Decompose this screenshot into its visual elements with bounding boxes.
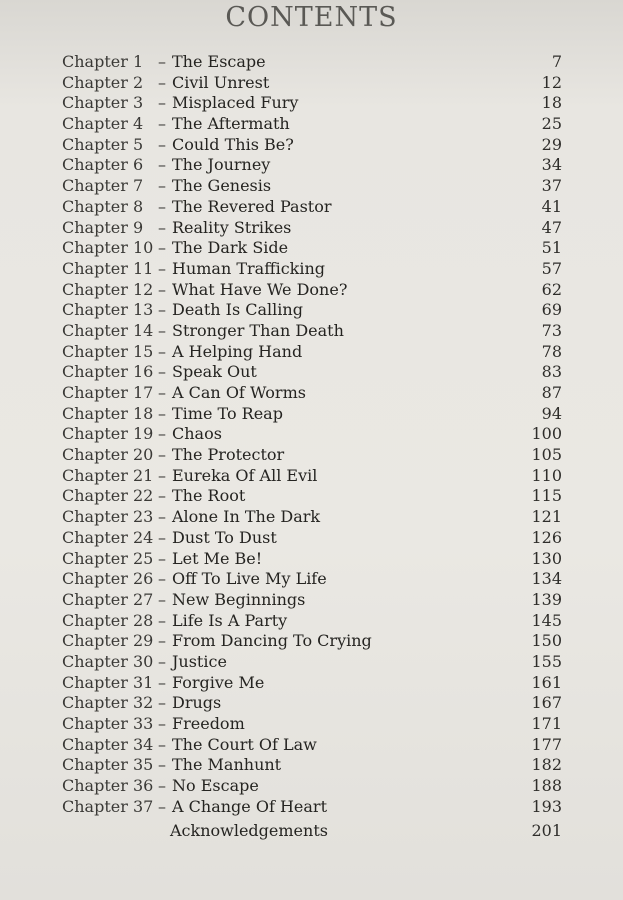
chapter-number: Chapter 16 <box>62 362 154 382</box>
chapter-title: Speak Out <box>172 362 257 382</box>
toc-entry <box>62 114 562 135</box>
toc-entry <box>62 549 562 570</box>
page-number: 105 <box>531 445 562 465</box>
chapter-number: Chapter 27 <box>62 589 154 609</box>
chapter-title: The Escape <box>172 52 266 71</box>
toc-entry <box>62 776 562 797</box>
page-number: 150 <box>531 631 562 651</box>
chapter-title: The Revered Pastor <box>172 196 332 216</box>
toc-entry <box>62 797 562 818</box>
toc-entry <box>62 218 562 239</box>
separator-dash: – <box>158 610 166 630</box>
chapter-title: New Beginnings <box>172 589 306 609</box>
chapter-title: Off To Live My Life <box>172 569 327 589</box>
chapter-number: Chapter 20 <box>62 445 154 465</box>
toc-entry <box>62 93 562 114</box>
page-number: 155 <box>531 651 562 671</box>
chapter-number: Chapter 4 <box>62 114 144 134</box>
chapter-number: Chapter 18 <box>62 403 154 423</box>
chapter-number: Chapter 14 <box>62 320 154 340</box>
chapter-number: Chapter 13 <box>62 300 154 320</box>
separator-dash: – <box>158 714 166 733</box>
chapter-title: The Dark Side <box>172 238 289 258</box>
chapter-number: Chapter 31 <box>62 672 154 692</box>
chapter-number: Chapter 5 <box>62 134 144 154</box>
page-number: 37 <box>541 176 562 196</box>
page-number: 73 <box>541 320 562 340</box>
chapter-number: Chapter 26 <box>62 569 154 589</box>
chapter-title: Alone In The Dark <box>172 507 321 527</box>
page-number: 69 <box>541 300 562 320</box>
page-number: 193 <box>531 796 562 816</box>
chapter-title: Let Me Be! <box>172 548 263 568</box>
separator-dash: – <box>158 424 166 444</box>
separator-dash: – <box>158 134 166 154</box>
chapter-number: Chapter 9 <box>62 217 144 237</box>
separator-dash: – <box>158 279 166 299</box>
toc-entry <box>62 342 562 363</box>
toc-entry <box>62 466 562 487</box>
chapter-title: The Genesis <box>172 176 272 196</box>
separator-dash: – <box>158 527 166 547</box>
toc-entry <box>62 259 562 280</box>
page-number: 18 <box>541 93 562 113</box>
chapter-number: Chapter 1 <box>62 52 144 71</box>
chapter-number: Chapter 34 <box>62 734 154 754</box>
toc-entry <box>62 755 562 776</box>
separator-dash: – <box>158 320 166 340</box>
toc-entry <box>62 73 562 94</box>
page-number: 121 <box>531 507 562 527</box>
toc-entry <box>62 383 562 404</box>
chapter-title: Reality Strikes <box>172 217 292 237</box>
separator-dash: – <box>158 258 166 278</box>
page-number: 62 <box>541 279 562 299</box>
toc-entry <box>62 486 562 507</box>
chapter-number: Chapter 7 <box>62 176 144 196</box>
chapter-title: The Protector <box>172 445 285 465</box>
toc-entry <box>62 507 562 528</box>
page-number: 34 <box>541 155 562 175</box>
toc-entry <box>62 300 562 321</box>
toc-entry <box>62 631 562 652</box>
chapter-number: Chapter 30 <box>62 651 154 671</box>
separator-dash: – <box>158 114 166 134</box>
separator-dash: – <box>158 300 166 320</box>
chapter-title: A Change Of Heart <box>172 796 327 816</box>
chapter-title: The Court Of Law <box>172 734 317 754</box>
toc-entry <box>62 176 562 197</box>
chapter-title: Could This Be? <box>172 134 294 154</box>
toc-entry <box>62 445 562 466</box>
page-number: 182 <box>531 755 562 775</box>
chapter-title: Stronger Than Death <box>172 320 344 340</box>
chapter-number: Chapter 25 <box>62 548 154 568</box>
toc-entry <box>62 321 562 342</box>
toc-entry <box>62 611 562 632</box>
chapter-number: Chapter 11 <box>62 258 154 278</box>
chapter-number: Chapter 37 <box>62 796 154 816</box>
acknowledgements-page: 201 <box>531 821 562 841</box>
separator-dash: – <box>158 383 166 402</box>
page-number: 12 <box>541 72 562 92</box>
chapter-number: Chapter 28 <box>62 610 154 630</box>
separator-dash: – <box>158 196 166 216</box>
chapter-number: Chapter 3 <box>62 93 144 113</box>
chapter-number: Chapter 12 <box>62 279 154 299</box>
page-number: 126 <box>531 527 562 547</box>
toc-entry <box>62 238 562 259</box>
page-number: 87 <box>541 383 562 402</box>
toc-entry <box>62 693 562 714</box>
page-number: 41 <box>541 196 562 216</box>
toc-entry <box>62 528 562 549</box>
separator-dash: – <box>158 776 166 796</box>
page-number: 134 <box>531 569 562 589</box>
page-number: 83 <box>541 362 562 382</box>
chapter-number: Chapter 29 <box>62 631 154 651</box>
page-number: 25 <box>541 114 562 134</box>
chapter-title: From Dancing To Crying <box>172 631 372 651</box>
page-number: 7 <box>551 52 562 71</box>
chapter-title: Eureka Of All Evil <box>172 465 318 485</box>
chapter-number: Chapter 6 <box>62 155 144 175</box>
chapter-number: Chapter 17 <box>62 383 154 402</box>
chapter-number: Chapter 15 <box>62 341 154 361</box>
page-number: 171 <box>531 714 562 733</box>
toc-entry <box>62 155 562 176</box>
separator-dash: – <box>158 238 166 258</box>
chapter-title: Civil Unrest <box>172 72 270 92</box>
chapter-title: A Can Of Worms <box>172 383 306 402</box>
separator-dash: – <box>158 507 166 527</box>
chapter-title: Freedom <box>172 714 245 733</box>
page-number: 139 <box>531 589 562 609</box>
toc-entry <box>62 280 562 301</box>
chapter-number: Chapter 23 <box>62 507 154 527</box>
toc-entry <box>62 714 562 735</box>
page-number: 57 <box>541 258 562 278</box>
separator-dash: – <box>158 734 166 754</box>
chapter-title: The Manhunt <box>172 755 282 775</box>
chapter-title: Time To Reap <box>172 403 283 423</box>
chapter-title: The Journey <box>172 155 271 175</box>
page-number: 177 <box>531 734 562 754</box>
separator-dash: – <box>158 569 166 589</box>
page-number: 110 <box>531 465 562 485</box>
toc-entry <box>62 197 562 218</box>
toc-entry <box>62 590 562 611</box>
chapter-title: Misplaced Fury <box>172 93 299 113</box>
chapter-number: Chapter 10 <box>62 238 154 258</box>
toc-entry <box>62 404 562 425</box>
chapter-number: Chapter 36 <box>62 776 154 796</box>
chapter-number: Chapter 33 <box>62 714 154 733</box>
separator-dash: – <box>158 403 166 423</box>
chapter-title: Justice <box>172 651 227 671</box>
toc-entry <box>62 362 562 383</box>
chapter-number: Chapter 19 <box>62 424 154 444</box>
page-number: 100 <box>531 424 562 444</box>
acknowledgements-title: Acknowledgements <box>170 821 328 841</box>
page-number: 51 <box>541 238 562 258</box>
page-number: 161 <box>531 672 562 692</box>
separator-dash: – <box>158 589 166 609</box>
separator-dash: – <box>158 155 166 175</box>
chapter-title: Human Trafficking <box>172 258 326 278</box>
separator-dash: – <box>158 672 166 692</box>
separator-dash: – <box>158 341 166 361</box>
table-of-contents <box>62 52 562 842</box>
separator-dash: – <box>158 631 166 651</box>
chapter-number: Chapter 8 <box>62 196 144 216</box>
chapter-title: Dust To Dust <box>172 527 277 547</box>
separator-dash: – <box>158 217 166 237</box>
page-number: 115 <box>531 486 562 506</box>
separator-dash: – <box>158 486 166 506</box>
chapter-number: Chapter 2 <box>62 72 144 92</box>
chapter-title: A Helping Hand <box>172 341 303 361</box>
toc-entry <box>62 135 562 156</box>
chapter-title: What Have We Done? <box>172 279 348 299</box>
chapter-title: The Aftermath <box>172 114 290 134</box>
chapter-title: Chaos <box>172 424 222 444</box>
page-number: 145 <box>531 610 562 630</box>
chapter-number: Chapter 24 <box>62 527 154 547</box>
separator-dash: – <box>158 755 166 775</box>
toc-entry-acknowledgements <box>62 821 562 842</box>
toc-entry <box>62 735 562 756</box>
page-title: CONTENTS <box>225 2 398 33</box>
page-number: 167 <box>531 693 562 713</box>
page-number: 188 <box>531 776 562 796</box>
separator-dash: – <box>158 362 166 382</box>
chapter-number: Chapter 35 <box>62 755 154 775</box>
chapter-number: Chapter 21 <box>62 465 154 485</box>
separator-dash: – <box>158 693 166 713</box>
page-number: 29 <box>541 134 562 154</box>
separator-dash: – <box>158 651 166 671</box>
chapter-number: Chapter 32 <box>62 693 154 713</box>
chapter-title: Drugs <box>172 693 222 713</box>
page-number: 94 <box>541 403 562 423</box>
chapter-title: Death Is Calling <box>172 300 303 320</box>
separator-dash: – <box>158 72 166 92</box>
toc-entry <box>62 424 562 445</box>
toc-entry <box>62 652 562 673</box>
toc-entry <box>62 52 562 73</box>
chapter-title: Life Is A Party <box>172 610 288 630</box>
chapter-number: Chapter 22 <box>62 486 154 506</box>
separator-dash: – <box>158 176 166 196</box>
page-number: 130 <box>531 548 562 568</box>
chapter-title: Forgive Me <box>172 672 265 692</box>
chapter-title: The Root <box>172 486 246 506</box>
page-number: 47 <box>541 217 562 237</box>
page-number: 78 <box>541 341 562 361</box>
separator-dash: – <box>158 93 166 113</box>
separator-dash: – <box>158 796 166 816</box>
chapter-title: No Escape <box>172 776 259 796</box>
separator-dash: – <box>158 52 166 71</box>
separator-dash: – <box>158 465 166 485</box>
separator-dash: – <box>158 548 166 568</box>
separator-dash: – <box>158 445 166 465</box>
toc-entry <box>62 673 562 694</box>
toc-entry <box>62 569 562 590</box>
